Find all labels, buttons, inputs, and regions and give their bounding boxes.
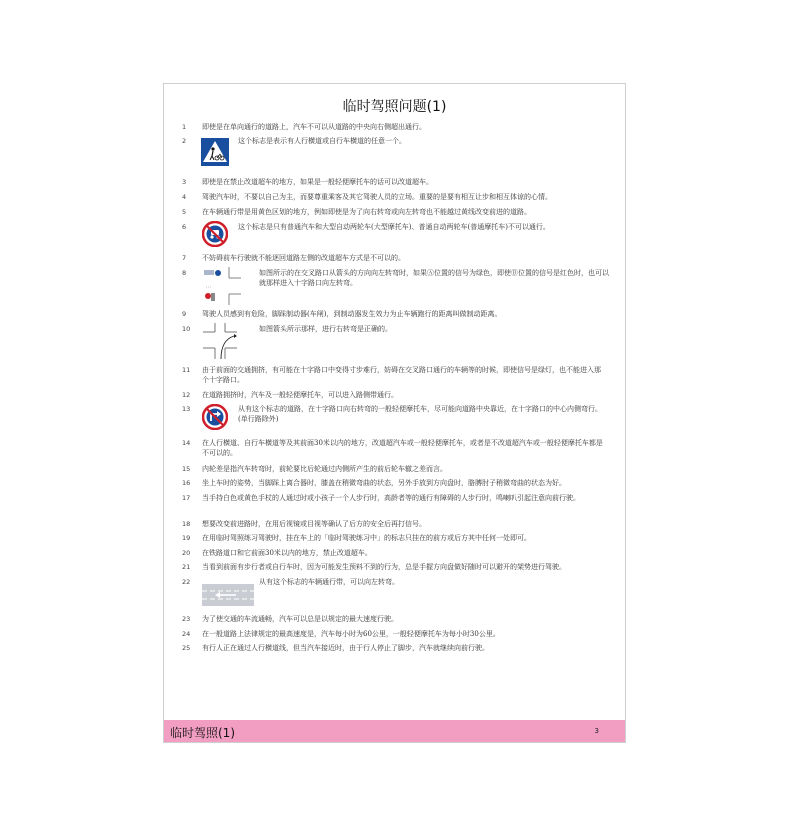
question-number: 15 bbox=[182, 465, 191, 473]
question-text: 即使是在禁止改道超车的地方，如果是一般轻便摩托车的话可以改道超车。 bbox=[202, 178, 433, 186]
question-number: 9 bbox=[182, 310, 187, 318]
question-text: 驾驶汽车时，不要以自己为主，而要尊重乘客及其它驾驶人员的立场。重要的是要有相互让步和相互体谅的心情。 bbox=[202, 193, 552, 201]
question-number: 7 bbox=[182, 254, 187, 262]
question-number: 24 bbox=[182, 630, 191, 638]
question-number: 16 bbox=[182, 479, 191, 487]
question-text: 由于前面的交通拥挤，有可能在十字路口中变得寸步难行，妨碍在交叉路口通行的车辆等的时候，即使信号是绿灯，也不能进入那个十字路口。 bbox=[202, 366, 601, 384]
question-number: 2 bbox=[182, 137, 187, 145]
question-text: 不妨碍前车行驶就不能逐回道路左侧的改道超车方式是不可以的。 bbox=[202, 254, 405, 262]
pedestrian-bicycle-crossing-sign bbox=[201, 138, 229, 166]
question-text: 在用临时驾照练习驾驶时，挂在车上的「临时驾驶练习中」的标志只挂在的前方或后方其中任何一处即可。 bbox=[202, 534, 531, 542]
question-number: 10 bbox=[182, 325, 191, 333]
question-number: 17 bbox=[182, 494, 191, 502]
page-title: 临时驾照问题(1) bbox=[342, 99, 447, 115]
question-number: 14 bbox=[182, 439, 191, 447]
question-number: 20 bbox=[182, 549, 191, 557]
question-number: 1 bbox=[182, 123, 187, 131]
question-number: 25 bbox=[182, 644, 191, 652]
intersection-diagram bbox=[201, 265, 243, 307]
question-text: 如图箭头所示那样，进行右转弯是正确的。 bbox=[259, 325, 392, 333]
no-two-stage-right-turn-sign bbox=[202, 404, 228, 430]
document-page bbox=[163, 83, 626, 743]
lane-marking-sign bbox=[202, 584, 254, 606]
question-text: 坐上车时的姿势，当脚踩上离合器时，膝盖在稍微弯曲的状态，另外手放到方向盘时，胳膊肘子稍微弯曲的状态为好。 bbox=[202, 479, 566, 487]
question-text: 驾驶人员感到有危险，脚踩制动器(车闸)，到制动器发生效力为止车辆跑行的距离叫做制动距离。 bbox=[202, 310, 502, 318]
question-text: 在车辆通行带是用黄色区划的地方，例如即使是为了向右转弯或向左转弯也不能越过黄线改变前进的道路。 bbox=[202, 208, 531, 216]
question-text: 为了使交通的车流通畅，汽车可以总是以规定的最大速度行驶。 bbox=[202, 615, 398, 623]
question-number: 8 bbox=[182, 269, 187, 277]
question-number: 5 bbox=[182, 208, 187, 216]
question-text: 想要改变前进路时，在用后视镜或目视等确认了后方的安全后再打信号。 bbox=[202, 520, 426, 528]
question-text: 从有这个标志的车辆通行带，可以向左转弯。 bbox=[259, 578, 399, 586]
question-number: 11 bbox=[182, 366, 191, 374]
question-text: 当手持白色或黄色手杖的人通过时或小孩子一个人步行时，高龄者等的通行有障碍的人步行时，鸣喇叭引起注意向前行驶。 bbox=[202, 494, 580, 502]
footer-bar bbox=[164, 720, 625, 742]
page-number: 3 bbox=[594, 727, 599, 735]
question-text: 在一般道路上法律规定的最高速度是，汽车每小时为60公里，一般轻便摩托车为每小时30公里。 bbox=[202, 630, 500, 638]
question-text: 从有这个标志的道路，在十字路口向右转弯的一般轻便摩托车，尽可能向道路中央靠近，在十字路口的中心内侧弯行。(单行路除外) bbox=[238, 405, 602, 423]
question-number: 18 bbox=[182, 520, 191, 528]
question-text: 在铁路道口和它前面30米以内的地方，禁止改道超车。 bbox=[202, 549, 372, 557]
right-turn-diagram bbox=[201, 322, 243, 360]
no-motorcycle-car-sign bbox=[202, 221, 228, 247]
question-number: 4 bbox=[182, 193, 187, 201]
question-text: 在人行横道、自行车横道等及其前面30米以内的地方，改道超汽车或一般轻便摩托车，或者是不改道超汽车或一般轻便摩托车都是不可以的。 bbox=[202, 439, 603, 457]
question-text: 当看到前面有步行者或自行车时，因为可能发生预料不到的行为，总是手握方向盘做好随时可以避开的架势进行驾驶。 bbox=[202, 563, 566, 571]
question-number: 19 bbox=[182, 534, 191, 542]
question-text: 在道路拥挤时，汽车及一般轻便摩托车，可以进入路侧带通行。 bbox=[202, 391, 398, 399]
question-text: 有行人正在通过人行横道线，但当汽车接近时，由于行人停止了脚步，汽车就继续向前行驶。 bbox=[202, 644, 489, 652]
question-number: 22 bbox=[182, 578, 191, 586]
question-number: 13 bbox=[182, 405, 191, 413]
question-number: 12 bbox=[182, 391, 191, 399]
question-text: 这个标志是只有普通汽车和大型自动两轮车(大型摩托车)、普通自动两轮车(普通摩托车)不可以通行。 bbox=[238, 223, 550, 231]
question-text: 如图所示的在交叉路口从箭头的方向向左转弯时，如果Ⓐ位置的信号为绿色，即使Ⓑ位置的信号是红色时，也可以就那样进入十字路口向左转弯。 bbox=[259, 269, 609, 287]
question-text: 即使是在单向通行的道路上，汽车不可以从道路的中央向右侧超出通行。 bbox=[202, 123, 426, 131]
footer-title: 临时驾照(1) bbox=[170, 726, 235, 740]
question-number: 23 bbox=[182, 615, 191, 623]
question-number: 3 bbox=[182, 178, 187, 186]
question-text: 这个标志是表示有人行横道或自行车横道的任意一个。 bbox=[238, 137, 406, 145]
question-number: 21 bbox=[182, 563, 191, 571]
question-text: 内轮差是指汽车转弯时，前轮要比后轮通过内侧所产生的前后轮车辙之差而言。 bbox=[202, 465, 447, 473]
question-number: 6 bbox=[182, 223, 187, 231]
